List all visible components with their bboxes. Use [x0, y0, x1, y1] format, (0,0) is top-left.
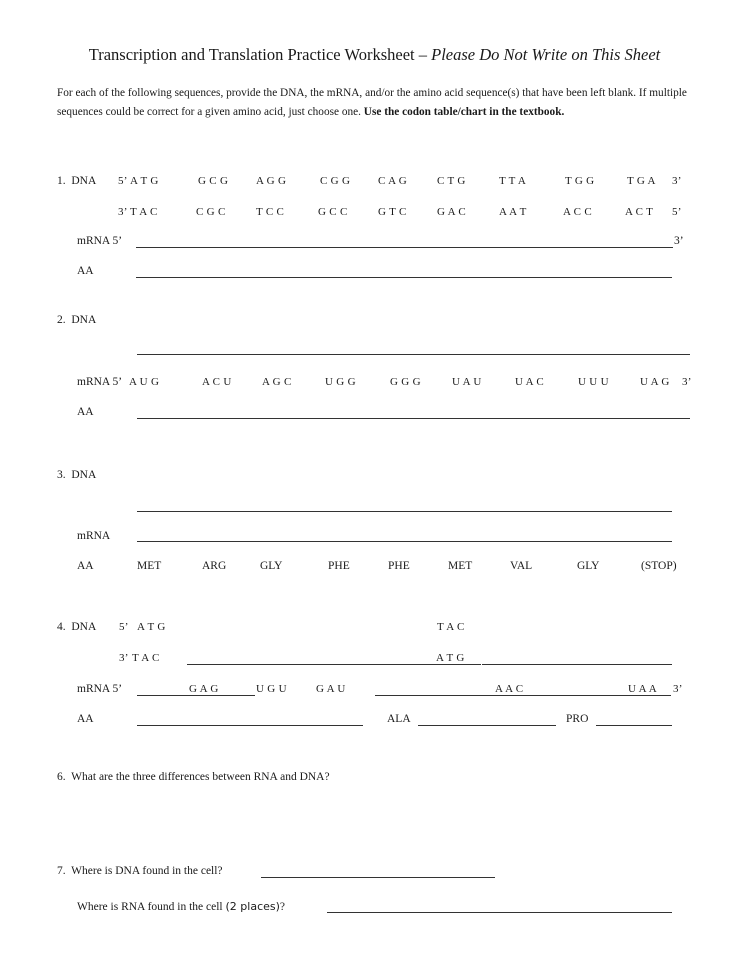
q7-question: 7. Where is DNA found in the cell? — [57, 865, 223, 877]
q2-mrna-codon: U A U — [452, 376, 482, 388]
q3-aa-item: GLY — [260, 560, 283, 572]
q4-dna3-prefix: 3’ — [119, 652, 129, 664]
q4-aa-blank[interactable] — [418, 725, 556, 726]
q3-aa-item: GLY — [577, 560, 600, 572]
instructions-text: For each of the following sequences, provide the DNA, the mRNA, and/or the amino acid sequence(s) that have been left blank. If multiple sequences could be correct for a given amino acid, just choose one. — [57, 87, 687, 118]
q4-aa-blank[interactable] — [137, 725, 363, 726]
q1-dna3-codon: G A C — [437, 206, 467, 218]
q4-dna3-blank[interactable] — [187, 664, 433, 665]
q2-mrna-codon: U U U — [578, 376, 609, 388]
q1-dna5-codon: T G G — [565, 175, 595, 187]
q1-aa-blank[interactable] — [136, 277, 672, 278]
q7-rna-places: (2 places) — [225, 900, 280, 913]
q1-aa-label: AA — [77, 265, 94, 277]
q2-mrna-codon: A C U — [202, 376, 232, 388]
q4-dna5-start: A T G — [137, 621, 166, 633]
q3-aa-item: PHE — [328, 560, 350, 572]
q3-aa-item: MET — [448, 560, 473, 572]
q3-dna-blank[interactable] — [137, 511, 672, 512]
q7-rna-answer-blank[interactable] — [327, 912, 672, 913]
q2-mrna-codon: U G G — [325, 376, 356, 388]
instructions — [57, 84, 707, 122]
q3-aa-item: VAL — [510, 560, 533, 572]
q3-aa-item: ARG — [202, 560, 227, 572]
q1-mrna-end: 3’ — [674, 235, 684, 247]
q7-dna-answer-blank[interactable] — [261, 877, 495, 878]
q4-aa-label: AA — [77, 713, 94, 725]
q1-dna5-codon: T T A — [499, 175, 527, 187]
q2-mrna-codon: G G G — [390, 376, 421, 388]
q1-mrna-label: mRNA 5’ — [77, 235, 123, 247]
title-italic: Please Do Not Write on This Sheet — [431, 45, 661, 64]
q3-aa-item: (STOP) — [641, 560, 677, 572]
q2-aa-label: AA — [77, 406, 94, 418]
q1-dna5-prefix: 5’ — [118, 175, 128, 187]
q1-dna5-codon: G C G — [198, 175, 229, 187]
q1-dna5-codon: C A G — [378, 175, 408, 187]
q2-mrna-codon: U A C — [515, 376, 545, 388]
q1-dna5-codon: C G G — [320, 175, 351, 187]
title-main: Transcription and Translation Practice Worksheet – — [88, 45, 432, 64]
q4-mrna-suffix: 3’ — [673, 683, 683, 695]
q2-dna-label: 2. DNA — [57, 314, 97, 326]
q3-aa-label: AA — [77, 560, 94, 572]
q2-mrna-codon: U A G — [640, 376, 670, 388]
q1-dna5-suffix: 3’ — [672, 175, 682, 187]
q4-dna3-mid: A T G — [436, 652, 465, 664]
q4-aa-pro: PRO — [566, 713, 589, 725]
q7-question-rna — [77, 901, 285, 914]
q7-rna-qmark: ? — [279, 901, 286, 913]
q2-mrna-codon: A G C — [262, 376, 292, 388]
q1-dna5-codon: A T G — [130, 175, 159, 187]
instructions-bold: Use the codon table/chart in the textbook. — [363, 106, 565, 118]
q4-mrna-underline[interactable] — [492, 695, 628, 696]
q4-dna5-prefix: 5’ — [119, 621, 129, 633]
q1-dna5-codon: A G G — [256, 175, 287, 187]
worksheet-title — [0, 47, 749, 64]
q2-mrna-suffix: 3’ — [682, 376, 692, 388]
q4-dna-label: 4. DNA — [57, 621, 97, 633]
q1-dna3-codon: G C C — [318, 206, 348, 218]
q1-dna3-codon: G T C — [378, 206, 407, 218]
q2-dna-blank[interactable] — [137, 354, 690, 355]
q4-mrna-codon: U A A — [628, 683, 658, 695]
q1-dna3-codon: A C T — [625, 206, 654, 218]
q1-dna5-codon: T G A — [627, 175, 656, 187]
q3-mrna-blank[interactable] — [137, 541, 672, 542]
q4-mrna-blank[interactable] — [137, 695, 185, 696]
q4-mrna-codon: A A C — [495, 683, 524, 695]
q4-mrna-blank[interactable] — [375, 695, 492, 696]
q1-dna3-codon: T C C — [256, 206, 285, 218]
q7-rna-text: Where is RNA found in the cell — [77, 901, 226, 913]
q4-dna3-start: T A C — [132, 652, 160, 664]
q4-mrna-codon: U G U — [256, 683, 287, 695]
q4-aa-ala: ALA — [387, 713, 411, 725]
q2-mrna-label: mRNA 5’ — [77, 376, 123, 388]
q1-mrna-blank[interactable] — [136, 247, 673, 248]
q3-aa-item: PHE — [388, 560, 410, 572]
q6-question: 6. What are the three differences between RNA and DNA? — [57, 771, 330, 783]
q4-mrna-codon: G A U — [316, 683, 346, 695]
q3-aa-item: MET — [137, 560, 162, 572]
q2-mrna-codon: A U G — [129, 376, 160, 388]
q2-aa-blank[interactable] — [137, 418, 690, 419]
q4-mrna-codon: G A G — [189, 683, 219, 695]
q1-dna5-codon: C T G — [437, 175, 466, 187]
q3-dna-label: 3. DNA — [57, 469, 97, 481]
q4-dna5-mid: T A C — [437, 621, 465, 633]
q1-dna3-codon: A A T — [499, 206, 527, 218]
q4-dna3-mid-underline — [433, 664, 481, 665]
q1-dna3-codon: A C C — [563, 206, 593, 218]
q1-dna3-codon: C G C — [196, 206, 226, 218]
q4-mrna-underline — [185, 695, 255, 696]
q4-mrna-underline — [628, 695, 671, 696]
q1-dna3-codon: T A C — [130, 206, 158, 218]
q4-aa-blank[interactable] — [596, 725, 672, 726]
q1-dna3-prefix: 3’ — [118, 206, 128, 218]
q4-mrna-label: mRNA 5’ — [77, 683, 123, 695]
q1-dna3-suffix: 5’ — [672, 206, 682, 218]
q3-mrna-label: mRNA — [77, 530, 111, 542]
q1-dna-label: 1. DNA — [57, 175, 97, 187]
q4-dna3-blank[interactable] — [482, 664, 672, 665]
